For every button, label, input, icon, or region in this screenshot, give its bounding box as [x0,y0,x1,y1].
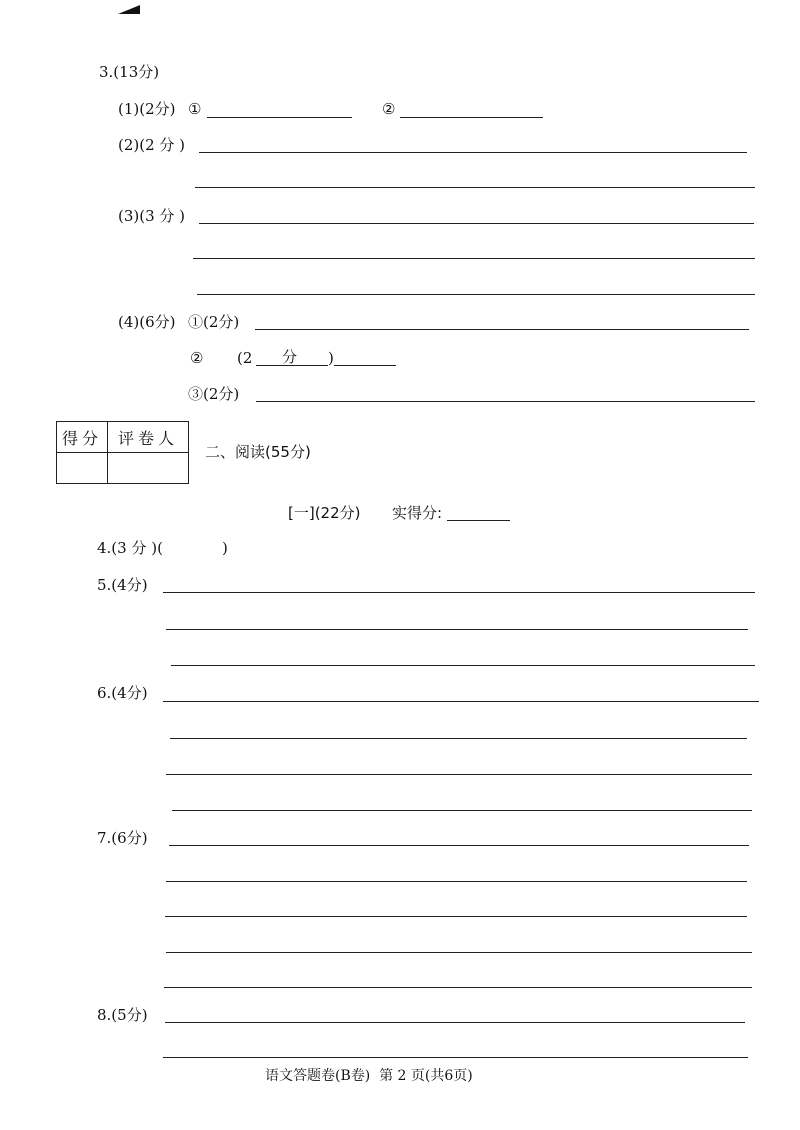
q3-part2-answer-line-1[interactable] [199,152,747,153]
q4-close-paren: ) [222,539,228,557]
q4-label: 4.(3 分 )( [97,539,163,557]
score-box-grader-cell[interactable] [108,453,189,484]
q8-answer-line-1[interactable] [165,1022,745,1023]
q3-part2-answer-line-2[interactable] [195,187,755,188]
q3-part1-marker-1: ① [188,100,202,118]
q6-answer-line-1[interactable] [163,701,759,702]
q7-answer-line-3[interactable] [165,916,747,917]
q3-part4-sub1-answer-line[interactable] [255,329,749,330]
q6-answer-line-2[interactable] [170,738,747,739]
q3-part4-sub2-text-c: ) [328,349,334,367]
score-box-score-cell[interactable] [57,453,108,484]
q8-label: 8.(5分) [97,1006,148,1024]
q3-part1-marker-2: ② [382,100,396,118]
q5-label: 5.(4分) [97,576,148,594]
q3-part3-label: (3)(3 分 ) [118,207,186,225]
score-box-header-score: 得分 [57,422,108,453]
q5-answer-line-3[interactable] [171,665,755,666]
score-box-header-grader: 评卷人 [108,422,189,453]
q3-part1-label: (1)(2分) [118,100,176,118]
q7-answer-line-4[interactable] [166,952,752,953]
q6-answer-line-3[interactable] [166,774,752,775]
q3-part4-sub3-answer-line[interactable] [256,401,755,402]
q3-part4-sub2-answer-line[interactable] [334,365,396,366]
q6-answer-line-4[interactable] [172,810,752,811]
q3-part4-sub1-label: ①(2分) [188,313,240,331]
q3-part1-answer-line-2[interactable] [400,117,543,118]
q5-answer-line-2[interactable] [166,629,748,630]
section2-title: 二、阅读(55分) [205,443,311,461]
q3-part3-answer-line-3[interactable] [197,294,755,295]
q3-part4-sub2-text-a: (2 [237,349,253,367]
section2-subsection-label: [一](22分) [288,504,361,522]
q3-part4-sub2-marker: ② [190,349,204,367]
q7-answer-line-2[interactable] [166,881,747,882]
score-box [56,421,189,484]
q7-answer-line-1[interactable] [169,845,749,846]
q3-part4-sub3-label: ③(2分) [188,385,240,403]
q3-part3-answer-line-2[interactable] [193,258,755,259]
q8-answer-line-2[interactable] [163,1057,748,1058]
q3-part4-label: (4)(6分) [118,313,176,331]
q3-part2-label: (2)(2 分 ) [118,136,186,154]
corner-triangle-mark [118,5,140,14]
actual-score-answer-line[interactable] [447,520,510,521]
q3-part3-answer-line-1[interactable] [199,223,754,224]
actual-score-label: 实得分: [392,504,443,522]
q7-answer-line-5[interactable] [164,987,752,988]
page-footer: 语文答题卷(B卷) 第 2 页(共6页) [265,1068,473,1084]
q7-label: 7.(6分) [97,829,148,847]
q3-header: 3.(13分) [99,63,160,81]
q3-part4-sub2-text-b: 分 [282,348,298,366]
q6-label: 6.(4分) [97,684,148,702]
q5-answer-line-1[interactable] [163,592,755,593]
q3-part1-answer-line-1[interactable] [207,117,352,118]
